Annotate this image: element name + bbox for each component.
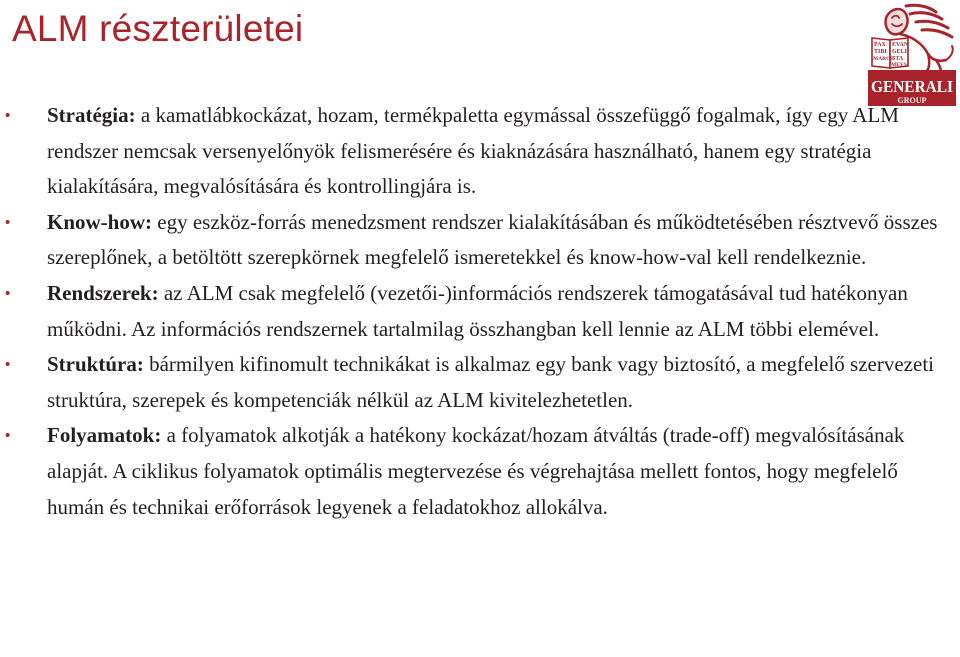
book-icon bbox=[872, 38, 909, 68]
svg-text:GENERALI: GENERALI bbox=[871, 77, 954, 96]
bullet-text: a kamatlábkockázat, hozam, termékpaletta egymással összefüggő fogalmak, így egy ALM rendszer nemcsak versenyelőnyök felismerésére és kiaknázására használható, hanem egy stratégia kialakítására, megvalósítására és kontrollingjára is. bbox=[47, 103, 899, 199]
svg-text:MEVS: MEVS bbox=[891, 62, 907, 68]
bullet-item-strategia bbox=[0, 98, 960, 205]
bullet-heading: Stratégia: bbox=[47, 103, 136, 127]
bullet-item-folyamatok bbox=[0, 418, 960, 525]
bullet-text: egy eszköz-forrás menedzsment rendszer kialakításában és működtetésében résztvevő összes szereplőnek, a betöltött szerepkörnek megfelelő ismeretekkel és know-how-val kell rendelkeznie. bbox=[47, 209, 938, 270]
bullet-marker: • bbox=[5, 427, 11, 445]
slide-title: ALM részterületei bbox=[12, 8, 304, 49]
bullet-marker: • bbox=[5, 284, 11, 302]
bullet-heading: Know-how: bbox=[47, 209, 153, 234]
bullet-heading: Rendszerek: bbox=[47, 280, 159, 305]
svg-text:EVAN: EVAN bbox=[892, 42, 909, 48]
svg-text:PAX: PAX bbox=[874, 42, 886, 48]
svg-text:MARCE: MARCE bbox=[873, 56, 894, 62]
bullet-item-know-how bbox=[0, 205, 960, 276]
bullet-marker: • bbox=[5, 213, 11, 231]
svg-text:GELI: GELI bbox=[892, 49, 908, 55]
bullet-text: a folyamatok alkotják a hatékony kockázat/hozam átváltás (trade-off) megvalósításának alapját. A ciklikus folyamatok optimális megtervezése és végrehajtása mellett fontos, hogy megfelelő humán és technikai erőforrások legyenek a feladatokhoz allokálva. bbox=[47, 423, 905, 519]
bullet-item-rendszerek bbox=[0, 276, 960, 347]
bullet-marker: • bbox=[5, 356, 11, 374]
bullet-list bbox=[0, 98, 960, 525]
svg-text:GROUP: GROUP bbox=[897, 96, 927, 105]
bullet-item-struktura bbox=[0, 347, 960, 418]
svg-text:TIBI: TIBI bbox=[874, 49, 887, 55]
bullet-heading: Folyamatok: bbox=[47, 423, 162, 448]
bullet-text: az ALM csak megfelelő (vezetői-)információs rendszerek támogatásával tud hatékonyan működni. Az információs rendszernek tartalmilag összhangban kell lennie az ALM többi elemével. bbox=[47, 280, 908, 341]
bullet-text: bármilyen kifinomult technikákat is alkalmaz egy bank vagy biztosító, a megfelelő szervezeti struktúra, szerepek és kompetenciák nélkül az ALM kivitelezhetetlen. bbox=[47, 352, 934, 412]
bullet-heading: Struktúra: bbox=[47, 352, 144, 377]
bullet-marker: • bbox=[5, 107, 11, 124]
svg-text:STA: STA bbox=[892, 56, 904, 62]
generali-logo bbox=[866, 2, 958, 106]
